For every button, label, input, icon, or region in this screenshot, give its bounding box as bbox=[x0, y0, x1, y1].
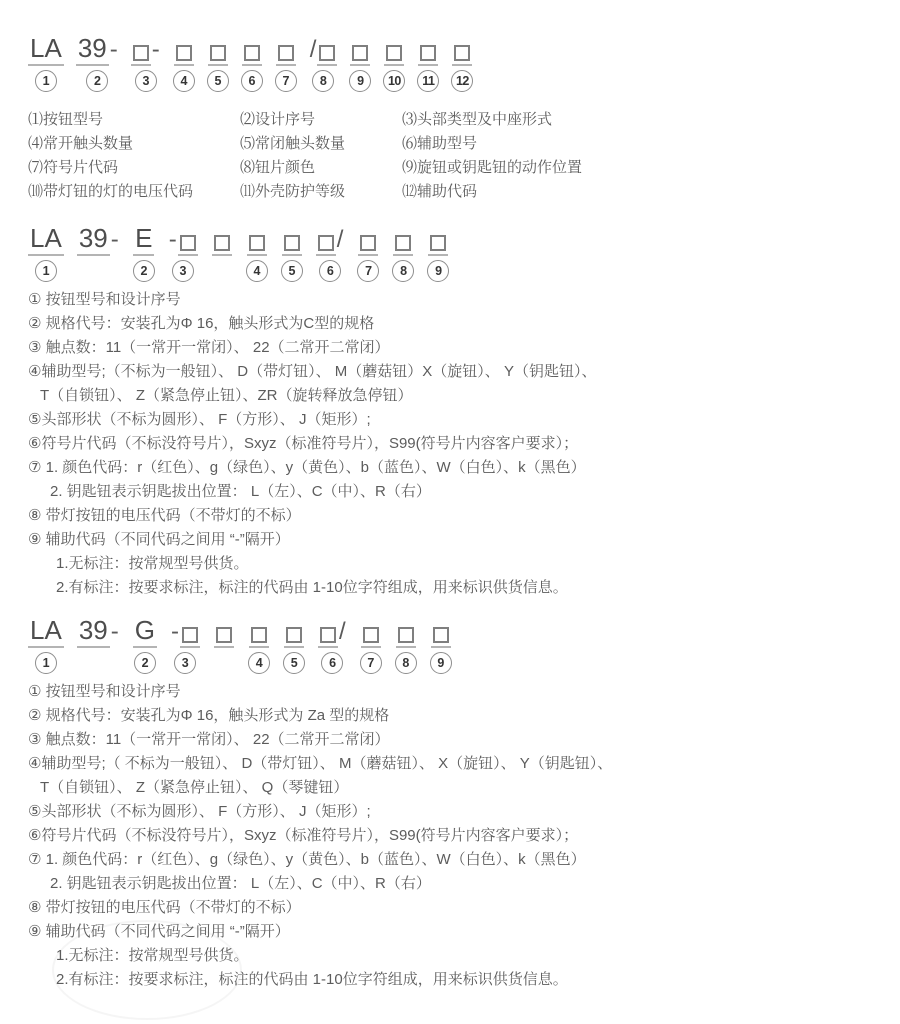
spec-line: ⑤头部形状（不标为圆形）、 F（方形）、 J（矩形）; bbox=[28, 411, 371, 428]
circled-number: 9 bbox=[427, 260, 449, 282]
spec-lines bbox=[28, 288, 596, 600]
circled-number: 6 bbox=[321, 652, 343, 674]
dash-separator: - bbox=[109, 36, 118, 63]
spec-line: 2. 钥匙钮表示钥匙拔出位置： L（左）、C（中）、R（右） bbox=[50, 875, 431, 892]
code-box bbox=[452, 45, 472, 66]
circled-number: 8 bbox=[392, 260, 414, 282]
token-la: LA bbox=[28, 617, 64, 648]
spec-line: ① 按钮型号和设计序号 bbox=[28, 291, 181, 308]
blank-box-icon bbox=[249, 235, 265, 251]
code-position bbox=[133, 224, 155, 282]
code-position bbox=[248, 616, 270, 674]
code-position bbox=[77, 616, 120, 674]
code-position bbox=[211, 224, 233, 282]
code-position bbox=[316, 224, 345, 282]
slash-separator: / bbox=[309, 36, 317, 63]
token-la: LA bbox=[28, 35, 64, 66]
legend-item: ⑶头部类型及中座形式 bbox=[402, 111, 553, 128]
spec-line: ③ 触点数：11（一常开一常闭）、 22（二常开二常闭） bbox=[28, 731, 390, 748]
code-box bbox=[212, 235, 232, 256]
spec-line: ⑦ 1. 颜色代码：r（红色）、g（绿色）、y（黄色）、b（蓝色）、W（白色）、k（黑色） bbox=[28, 459, 586, 476]
legend-item: ⑴按钮型号 bbox=[28, 111, 104, 128]
code-box bbox=[384, 45, 404, 66]
spec-line: ⑧ 带灯按钮的电压代码（不带灯的不标） bbox=[28, 899, 301, 916]
blank-box-icon bbox=[318, 235, 334, 251]
circled-number: 3 bbox=[172, 260, 194, 282]
code-box bbox=[396, 627, 416, 648]
model-code-diagram-g bbox=[28, 616, 612, 674]
code-position bbox=[28, 616, 64, 674]
legend-grid bbox=[28, 108, 582, 204]
code-box bbox=[208, 45, 228, 66]
spec-line: T（自锁钮）、 Z（紧急停止钮）、 Q（琴键钮） bbox=[40, 779, 349, 796]
blank-box-icon bbox=[386, 45, 402, 61]
blank-box-icon bbox=[182, 627, 198, 643]
circled-number: 7 bbox=[357, 260, 379, 282]
code-position bbox=[451, 34, 473, 92]
code-position bbox=[76, 34, 119, 92]
code-box bbox=[249, 627, 269, 648]
code-box bbox=[178, 235, 198, 256]
code-box bbox=[214, 627, 234, 648]
code-position bbox=[360, 616, 382, 674]
circled-number: 4 bbox=[173, 70, 195, 92]
circled-number: 6 bbox=[241, 70, 263, 92]
code-position bbox=[417, 34, 439, 92]
legend-item: ⑿辅助代码 bbox=[402, 183, 478, 200]
blank-box-icon bbox=[180, 235, 196, 251]
blank-box-icon bbox=[176, 45, 192, 61]
section-model-code-g-series bbox=[28, 616, 612, 992]
code-box bbox=[180, 627, 200, 648]
spec-line: ⑥符号片代码（不标没符号片），Sxyz（标准符号片），S99(符号片内容客户要求）； bbox=[28, 435, 579, 452]
section-model-code-e-series bbox=[28, 224, 596, 600]
blank-box-icon bbox=[363, 627, 379, 643]
blank-box-icon bbox=[454, 45, 470, 61]
circled-number: 5 bbox=[281, 260, 303, 282]
token-series: 39 bbox=[77, 617, 110, 648]
code-position bbox=[383, 34, 405, 92]
spec-line: ③ 触点数：11（一常开一常闭）、 22（二常开二常闭） bbox=[28, 339, 390, 356]
legend-item: ⑹辅助型号 bbox=[402, 135, 478, 152]
circled-number: 7 bbox=[360, 652, 382, 674]
legend-item: ⑸常闭触头数量 bbox=[240, 135, 346, 152]
blank-box-icon bbox=[244, 45, 260, 61]
code-position bbox=[430, 616, 452, 674]
spec-line: ④辅助型号;（ 不标为一般钮）、 D（带灯钮）、 M（蘑菇钮）、 X（旋钮）、 Y（钥匙钮）、 bbox=[28, 755, 613, 772]
section-model-code-overview bbox=[28, 34, 582, 204]
code-box bbox=[131, 45, 151, 66]
code-box bbox=[350, 45, 370, 66]
code-position bbox=[131, 34, 161, 92]
legend-item: ⑾外壳防护等级 bbox=[240, 183, 346, 200]
dash-separator: - bbox=[170, 618, 179, 645]
code-box bbox=[174, 45, 194, 66]
code-position bbox=[281, 224, 303, 282]
spec-line: 2.有标注：按要求标注，标注的代码由 1-10位字符组成，用来标识供货信息。 bbox=[56, 971, 568, 988]
spec-line: ⑤头部形状（不标为圆形）、 F（方形）、 J（矩形）; bbox=[28, 803, 371, 820]
code-position bbox=[318, 616, 347, 674]
blank-box-icon bbox=[284, 235, 300, 251]
code-box bbox=[317, 45, 337, 66]
spec-line: T（自锁钮）、 Z（紧急停止钮）、ZR（旋转释放急停钮） bbox=[40, 387, 413, 404]
code-position bbox=[392, 224, 414, 282]
circled-number: 2 bbox=[134, 652, 156, 674]
code-box bbox=[428, 235, 448, 256]
legend-item: ⑽带灯钮的灯的电压代码 bbox=[28, 183, 194, 200]
code-position bbox=[170, 616, 200, 674]
code-position bbox=[173, 34, 195, 92]
circled-number: 1 bbox=[35, 70, 57, 92]
blank-box-icon bbox=[133, 45, 149, 61]
spec-line: ⑨ 辅助代码（不同代码之间用 “-”隔开） bbox=[28, 531, 290, 548]
circled-number: 1 bbox=[35, 652, 57, 674]
code-position bbox=[357, 224, 379, 282]
spec-line: 1.无标注：按常规型号供货。 bbox=[56, 947, 249, 964]
code-position bbox=[207, 34, 229, 92]
code-position bbox=[28, 34, 64, 92]
code-position bbox=[395, 616, 417, 674]
blank-box-icon bbox=[395, 235, 411, 251]
code-box bbox=[418, 45, 438, 66]
dash-separator: - bbox=[110, 226, 119, 253]
token-la: LA bbox=[28, 225, 64, 256]
blank-box-icon bbox=[360, 235, 376, 251]
legend-item: ⑻钮片颜色 bbox=[240, 159, 316, 176]
circled-number: 10 bbox=[383, 70, 405, 92]
token-series: 39 bbox=[76, 35, 109, 66]
circled-number: 12 bbox=[451, 70, 473, 92]
circled-number: 7 bbox=[275, 70, 297, 92]
circled-number: 9 bbox=[430, 652, 452, 674]
legend-item: ⑷常开触头数量 bbox=[28, 135, 134, 152]
blank-box-icon bbox=[216, 627, 232, 643]
blank-box-icon bbox=[352, 45, 368, 61]
spec-line: ② 规格代号：安装孔为Φ 16，触头形式为 Za 型的规格 bbox=[28, 707, 390, 724]
spec-line: ⑦ 1. 颜色代码：r（红色）、g（绿色）、y（黄色）、b（蓝色）、W（白色）、k（黑色） bbox=[28, 851, 586, 868]
circled-number: 5 bbox=[283, 652, 305, 674]
code-position bbox=[309, 34, 338, 92]
spec-line: 2.有标注：按要求标注，标注的代码由 1-10位字符组成，用来标识供货信息。 bbox=[56, 579, 568, 596]
code-position bbox=[275, 34, 297, 92]
spec-line: ⑥符号片代码（不标没符号片），Sxyz（标准符号片），S99(符号片内容客户要求）； bbox=[28, 827, 579, 844]
blank-box-icon bbox=[430, 235, 446, 251]
token-spec-code: E bbox=[133, 225, 154, 256]
code-box bbox=[318, 627, 338, 648]
code-box bbox=[393, 235, 413, 256]
code-position bbox=[283, 616, 305, 674]
code-box bbox=[358, 235, 378, 256]
circle-spacer bbox=[211, 260, 233, 282]
circle-spacer bbox=[87, 652, 109, 674]
blank-box-icon bbox=[278, 45, 294, 61]
blank-box-icon bbox=[319, 45, 335, 61]
dash-separator: - bbox=[168, 226, 177, 253]
spec-line: 2. 钥匙钮表示钥匙拔出位置： L（左）、C（中）、R（右） bbox=[50, 483, 431, 500]
blank-box-icon bbox=[420, 45, 436, 61]
circled-number: 2 bbox=[133, 260, 155, 282]
circled-number: 5 bbox=[207, 70, 229, 92]
circled-number: 8 bbox=[312, 70, 334, 92]
dash-separator: - bbox=[110, 618, 119, 645]
circled-number: 3 bbox=[174, 652, 196, 674]
code-position bbox=[349, 34, 371, 92]
code-position bbox=[28, 224, 64, 282]
code-box bbox=[247, 235, 267, 256]
code-position bbox=[213, 616, 235, 674]
circled-number: 11 bbox=[417, 70, 439, 92]
code-box bbox=[431, 627, 451, 648]
spec-line: ④辅助型号;（不标为一般钮）、 D（带灯钮）、 M（蘑菇钮）X（旋钮）、 Y（钥匙钮）、 bbox=[28, 363, 597, 380]
spec-line: ① 按钮型号和设计序号 bbox=[28, 683, 181, 700]
code-position bbox=[427, 224, 449, 282]
token-spec-code: G bbox=[133, 617, 157, 648]
circle-spacer bbox=[87, 260, 109, 282]
code-box bbox=[282, 235, 302, 256]
spec-line: 1.无标注：按常规型号供货。 bbox=[56, 555, 249, 572]
slash-separator: / bbox=[338, 618, 346, 645]
blank-box-icon bbox=[320, 627, 336, 643]
spec-lines bbox=[28, 680, 612, 992]
spec-line: ⑨ 辅助代码（不同代码之间用 “-”隔开） bbox=[28, 923, 290, 940]
legend-item: ⑵设计序号 bbox=[240, 111, 316, 128]
circled-number: 9 bbox=[349, 70, 371, 92]
circled-number: 2 bbox=[86, 70, 108, 92]
circle-spacer bbox=[213, 652, 235, 674]
spec-line: ⑧ 带灯按钮的电压代码（不带灯的不标） bbox=[28, 507, 301, 524]
legend-item: ⑺符号片代码 bbox=[28, 159, 119, 176]
code-box bbox=[316, 235, 336, 256]
spec-line: ② 规格代号：安装孔为Φ 16，触头形式为C型的规格 bbox=[28, 315, 375, 332]
blank-box-icon bbox=[214, 235, 230, 251]
circled-number: 6 bbox=[319, 260, 341, 282]
code-position bbox=[246, 224, 268, 282]
code-box bbox=[276, 45, 296, 66]
code-position bbox=[168, 224, 198, 282]
token-series: 39 bbox=[77, 225, 110, 256]
blank-box-icon bbox=[433, 627, 449, 643]
code-box bbox=[242, 45, 262, 66]
code-position bbox=[241, 34, 263, 92]
legend-item: ⑼旋钮或钥匙钮的动作位置 bbox=[402, 159, 583, 176]
circled-number: 3 bbox=[135, 70, 157, 92]
dash-separator: - bbox=[151, 36, 160, 63]
circled-number: 1 bbox=[35, 260, 57, 282]
blank-box-icon bbox=[286, 627, 302, 643]
model-code-diagram-e bbox=[28, 224, 596, 282]
blank-box-icon bbox=[398, 627, 414, 643]
code-box bbox=[284, 627, 304, 648]
model-code-diagram-1 bbox=[28, 34, 582, 92]
circled-number: 4 bbox=[246, 260, 268, 282]
blank-box-icon bbox=[251, 627, 267, 643]
slash-separator: / bbox=[336, 226, 344, 253]
code-box bbox=[361, 627, 381, 648]
blank-box-icon bbox=[210, 45, 226, 61]
circled-number: 8 bbox=[395, 652, 417, 674]
code-position bbox=[133, 616, 157, 674]
circled-number: 4 bbox=[248, 652, 270, 674]
code-position bbox=[77, 224, 120, 282]
